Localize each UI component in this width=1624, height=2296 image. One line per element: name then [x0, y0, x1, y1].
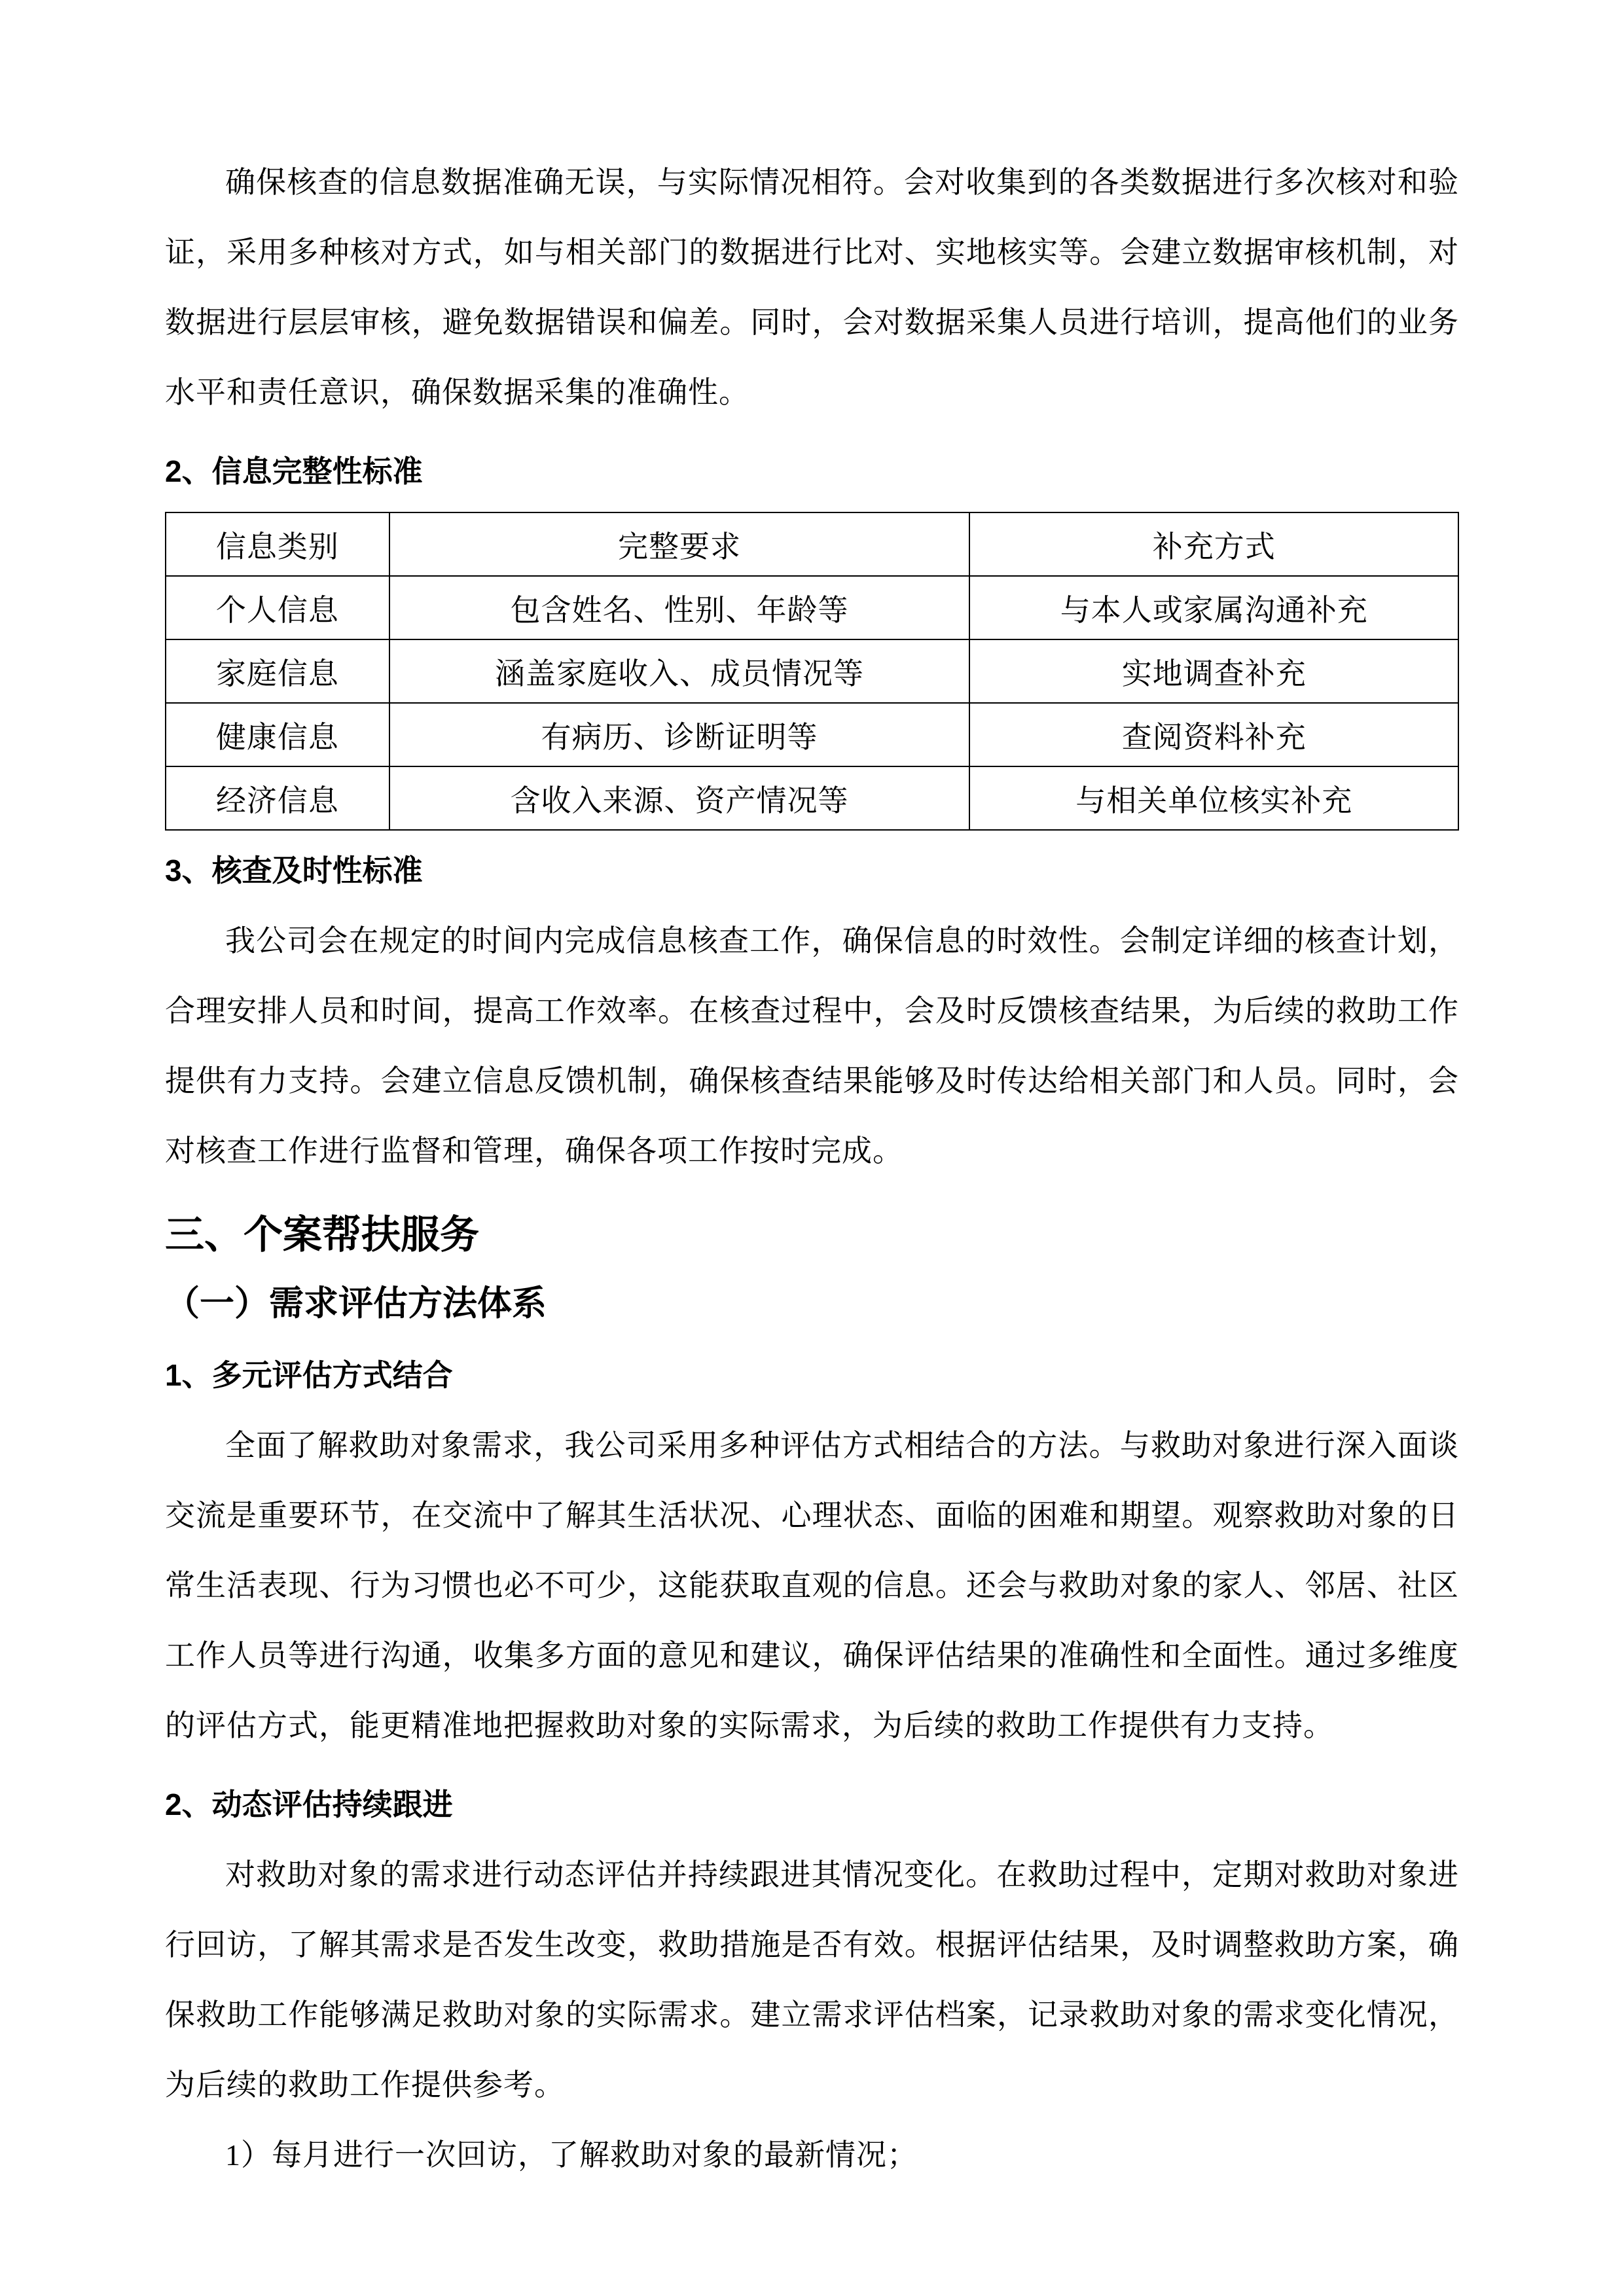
table-cell: 健康信息: [166, 703, 389, 766]
table-cell: 与本人或家属沟通补充: [969, 576, 1458, 639]
completeness-table: [165, 512, 1459, 831]
table-row: [166, 766, 1458, 830]
table-cell: 与相关单位核实补充: [969, 766, 1458, 830]
table-cell: 家庭信息: [166, 639, 389, 703]
table-row: [166, 703, 1458, 766]
heading-timeliness: 3、核查及时性标准: [165, 853, 423, 888]
table-cell: 有病历、诊断证明等: [389, 703, 970, 766]
heading-multi-assessment: 1、多元评估方式结合: [165, 1358, 453, 1392]
table-cell: 查阅资料补充: [969, 703, 1458, 766]
table-cell: 经济信息: [166, 766, 389, 830]
paragraph-timeliness: 我公司会在规定的时间内完成信息核查工作，确保信息的时效性。会制定详细的核查计划，合理安排人员和时间，提高工作效率。在核查过程中，会及时反馈核查结果，为后续的救助工作提供有力支持。会建立信息反馈机制，确保核查结果能够及时传达给相关部门和人员。同时，会对核查工作进行监督和管理，确保各项工作按时完成。: [165, 924, 1459, 1168]
table-cell: 含收入来源、资产情况等: [389, 766, 970, 830]
table-cell: 包含姓名、性别、年龄等: [389, 576, 970, 639]
table-cell: 个人信息: [166, 576, 389, 639]
heading-info-completeness: 2、信息完整性标准: [165, 454, 423, 488]
table-header-supplement: 补充方式: [969, 512, 1458, 576]
paragraph-data-verification: 确保核查的信息数据准确无误，与实际情况相符。会对收集到的各类数据进行多次核对和验证，采用多种核对方式，如与相关部门的数据进行比对、实地核实等。会建立数据审核机制，对数据进行层层审核，避免数据错误和偏差。同时，会对数据采集人员进行培训，提高他们的业务水平和责任意识，确保数据采集的准确性。: [165, 166, 1459, 409]
list-item-monthly-visit: 1）每月进行一次回访，了解救助对象的最新情况；: [225, 2138, 918, 2172]
heading-section-case-assistance: 三、个案帮扶服务: [165, 1213, 479, 1257]
paragraph-dynamic-assessment: 对救助对象的需求进行动态评估并持续跟进其情况变化。在救助过程中，定期对救助对象进行回访，了解其需求是否发生改变，救助措施是否有效。根据评估结果，及时调整救助方案，确保救助工作能够满足救助对象的实际需求。建立需求评估档案，记录救助对象的需求变化情况，为后续的救助工作提供参考。: [165, 1858, 1459, 2102]
table-header-requirement: 完整要求: [389, 512, 970, 576]
table-header-row: [166, 512, 1458, 576]
table-header-category: 信息类别: [166, 512, 389, 576]
table-cell: 实地调查补充: [969, 639, 1458, 703]
paragraph-multi-assessment: 全面了解救助对象需求，我公司采用多种评估方式相结合的方法。与救助对象进行深入面谈交流是重要环节，在交流中了解其生活状况、心理状态、面临的困难和期望。观察救助对象的日常生活表现、行为习惯也必不可少，这能获取直观的信息。还会与救助对象的家人、邻居、社区工作人员等进行沟通，收集多方面的意见和建议，确保评估结果的准确性和全面性。通过多维度的评估方式，能更精准地把握救助对象的实际需求，为后续的救助工作提供有力支持。: [165, 1429, 1459, 1742]
heading-dynamic-assessment: 2、动态评估持续跟进: [165, 1787, 453, 1821]
table-cell: 涵盖家庭收入、成员情况等: [389, 639, 970, 703]
table-row: [166, 576, 1458, 639]
table-row: [166, 639, 1458, 703]
heading-needs-assessment-system: （一）需求评估方法体系: [165, 1284, 547, 1323]
